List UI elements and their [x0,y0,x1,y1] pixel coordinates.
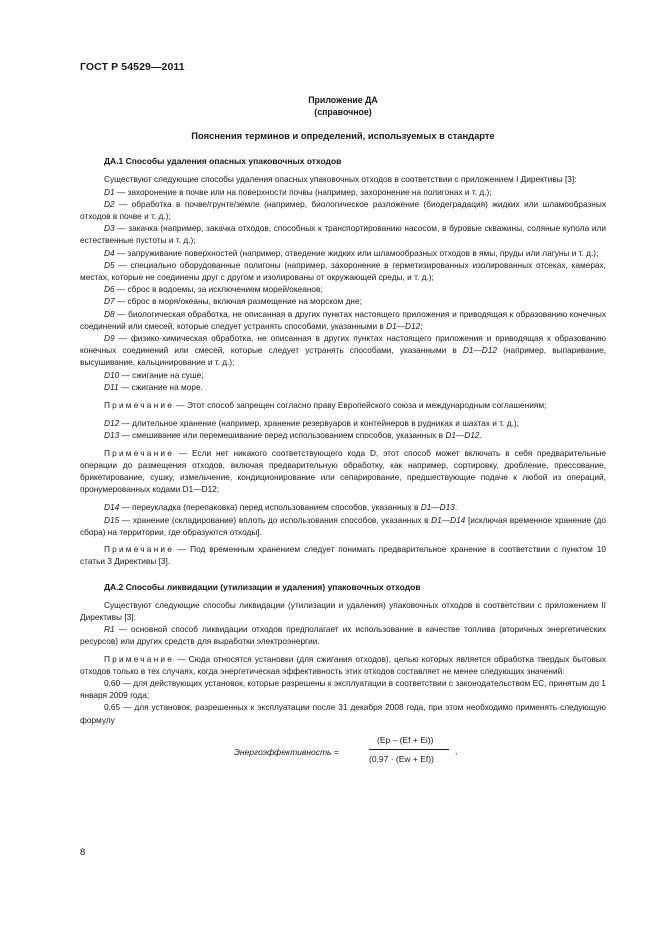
item-d15-text: — хранение (складирование) вплоть до использования способов, указанных в [119,514,432,525]
item-text: — обработка в почве/грунте/земле (например, биологическое разложение (биодеградация) жидких или шламообразных отходов в почве и т. д.); [80,198,606,222]
item-r1 [80,623,606,647]
item-code: D5 [104,259,115,270]
item-d14-text: — переукладка (перепаковка) перед использованием способов, указанных в [119,502,421,513]
item-code: D4 [104,247,115,258]
code-r1: R1 [104,624,115,635]
list-item [80,283,606,295]
code-d13: D13 [104,430,120,441]
ref-d9-to: D12 [481,345,498,356]
note-1-text: — Этот способ запрещен согласно праву Европейского союза и международным соглашениям; [174,400,547,411]
item-d14-end: . [454,502,458,513]
appendix-title: Приложение ДА [308,95,378,105]
item-d11-text: — сжигание на море. [118,381,203,392]
ref-d9-dash: — [473,345,482,356]
note-1-label: Примечание [104,400,175,411]
note-2 [80,447,606,496]
ref-d15-dash: — [441,514,451,525]
note-4-text: — Сюда относятся установки (для сжигания отходов), целью которых является обработка твердых бытовых отходов только в тех случаях, когда энергетическая эффективность этих отходов составляет не менее следующих значений: [80,653,606,676]
item-d15 [80,514,606,538]
item-d8-end: ; [420,320,423,331]
document-title: Пояснения терминов и определений, используемых в стандарте [191,130,495,141]
ref-d8-to: D12 [405,320,421,331]
list-item [80,222,606,246]
list-item [80,198,606,222]
item-d13-end: . [479,430,482,441]
ref-d14-dash: — [431,502,440,513]
code-d15: D15 [104,514,120,525]
ref-d8-dash: — [396,320,406,331]
list-item [80,259,606,283]
item-text: — закачка (например, закачка отходов, способных к транспортированию насосом, в буровые скважины, соляные купола или естественные пустоты и т. д.); [80,223,606,246]
item-text: — захоронение в почве или на поверхности почвы (например, захоронение на полигонах и т. д.); [114,186,492,197]
item-text: — сброс в водоемы, за исключением морей/океанов; [114,284,323,295]
item-d12-text: — длительное хранение (например, хранение резервуаров и контейнеров в рудниках и шахтах и т. д.); [119,418,519,429]
formula-numerator: (Ep – (Ef + Ei)) [377,734,434,745]
item-d15-end: [исключая временное хранение (до сбора) на территории, где образуются отходы]. [80,514,606,537]
note-4-label: Примечание [104,653,175,664]
item-d10 [80,369,606,381]
item-text: — запруживание поверхностей (например, отведение жидких или шламообразных отходов в ямы, пруды или лагуны и т. д.); [114,247,599,258]
item-d9-end: (например, выпаривание, высушивание, кальцинирование и т. д.); [80,345,606,368]
item-d10-text: — сжигание на суше; [119,369,204,380]
section-1-intro: Существуют следующие способы удаления опасных упаковочных отходов в соответствии с приложением I Директивы [3]: [104,174,577,185]
code-d8: D8 [104,308,115,319]
disposal-codes-list [80,186,606,308]
item-text: — сброс в моря/океаны, включая размещение на морском дне; [114,296,362,307]
code-d12: D12 [104,418,120,429]
item-code: D1 [104,186,115,197]
item-d9-text: — физико-химическая обработка, не описанная в других пунктах настоящего приложения и приводящая к образованию конечных соединений или смесей, которые следует устранять способами, указанными в [80,333,606,356]
note-1 [80,399,606,411]
item-d11 [80,381,606,393]
item-code: D6 [104,284,115,295]
list-item [80,247,606,259]
item-code: D7 [104,296,115,307]
list-item [80,295,606,307]
code-d11: D11 [104,381,119,392]
formula-fraction-line [369,749,449,750]
formula-denominator: (0,97 · (Ew + Ef)) [369,753,434,764]
note-2-label: Примечание [104,447,175,458]
list-item [80,186,606,198]
ref-d8-from: D1 [386,320,397,331]
ref-d13-from: D1 [445,430,456,441]
ref-d15-from: D1 [431,514,442,525]
ref-d14-from: D1 [420,502,432,513]
item-text: — специально оборудованные полигоны (например, захоронение в герметизированных изолированных отсеках, камерах, местах, которые не соединены друг с другом и изолированы от окружающей среды, и т. д.); [80,259,606,283]
note-3-label: Примечание [104,544,175,555]
section-heading-1: ДА.1 Способы удаления опасных упаковочных отходов [104,156,342,167]
page-number: 8 [80,847,86,858]
item-d13 [80,429,606,441]
formula-label: Энергоэффективность = [234,746,339,757]
standard-code-header: ГОСТ Р 54529—2011 [80,61,185,73]
ref-d13-to: D12 [464,430,480,441]
item-d8 [80,308,606,332]
note-2-text: — Если нет никакого соответствующего кода D, этот способ может включать в себя предварительные операции до размещения отходов, включая предварительную обработку, как например, сортировку, дробление, прессование, брикетирование, сушку, измельчение, кондиционирование или сепарирование, предшествующие подаче к любой из операций, пронумерованных кодами D1—D12; [80,447,606,495]
energy-efficiency-formula [80,732,606,774]
item-r1-text: — основной способ ликвидации отходов предполагает их использование в качестве топлива (вторичных энергетических ресурсов) или других средств для выработки электроэнергии. [80,624,606,647]
item-d14 [80,501,606,513]
item-code: D3 [104,223,115,234]
item-d12 [80,417,606,429]
ref-d15-to: D14 [450,514,466,525]
item-d9 [80,332,606,369]
code-d10: D10 [104,369,120,380]
item-d13-text: — смешивание или перемешивание перед использованием способов, указанных в [119,430,446,441]
efficiency-value-2: 0,65 — для установок, разрешенных к эксплуатации после 31 декабря 2008 года, при этом необходимо применять следующую формулу [80,702,606,725]
ref-d13-dash: — [455,430,465,441]
formula-comma: , [455,745,458,756]
ref-d14-to: D13 [439,502,455,513]
item-code: D2 [104,198,115,209]
code-d9: D9 [104,333,115,344]
note-4 [80,653,606,677]
appendix-subtitle: (справочное) [314,107,372,117]
page-content [80,94,606,774]
code-d14: D14 [104,502,120,513]
item-d8-text: — биологическая обработка, не описанная в других пунктах настоящего приложения и приводящая к образованию конечных соединений или смесей, которые следует устранять способами, указанными в [80,308,606,331]
note-3-text: — Под временным хранением следует понимать предварительное хранение в соответствии с пунктом 10 статьи 3 Директивы [3]. [80,544,606,567]
section-2-intro: Существуют следующие способы ликвидации (утилизации и удаления) упаковочных отходов в соответствии с приложением II Директивы [3]: [80,599,606,622]
ref-d9-from: D1 [462,345,474,356]
section-heading-2: ДА.2 Способы ликвидации (утилизации и удаления) упаковочных отходов [104,581,421,592]
note-3 [80,543,606,567]
efficiency-value-1: 0,60 — для действующих установок, которые разрешены к эксплуатации в соответствии с законодательством ЕС, принятым до 1 января 2009 года; [80,677,606,701]
